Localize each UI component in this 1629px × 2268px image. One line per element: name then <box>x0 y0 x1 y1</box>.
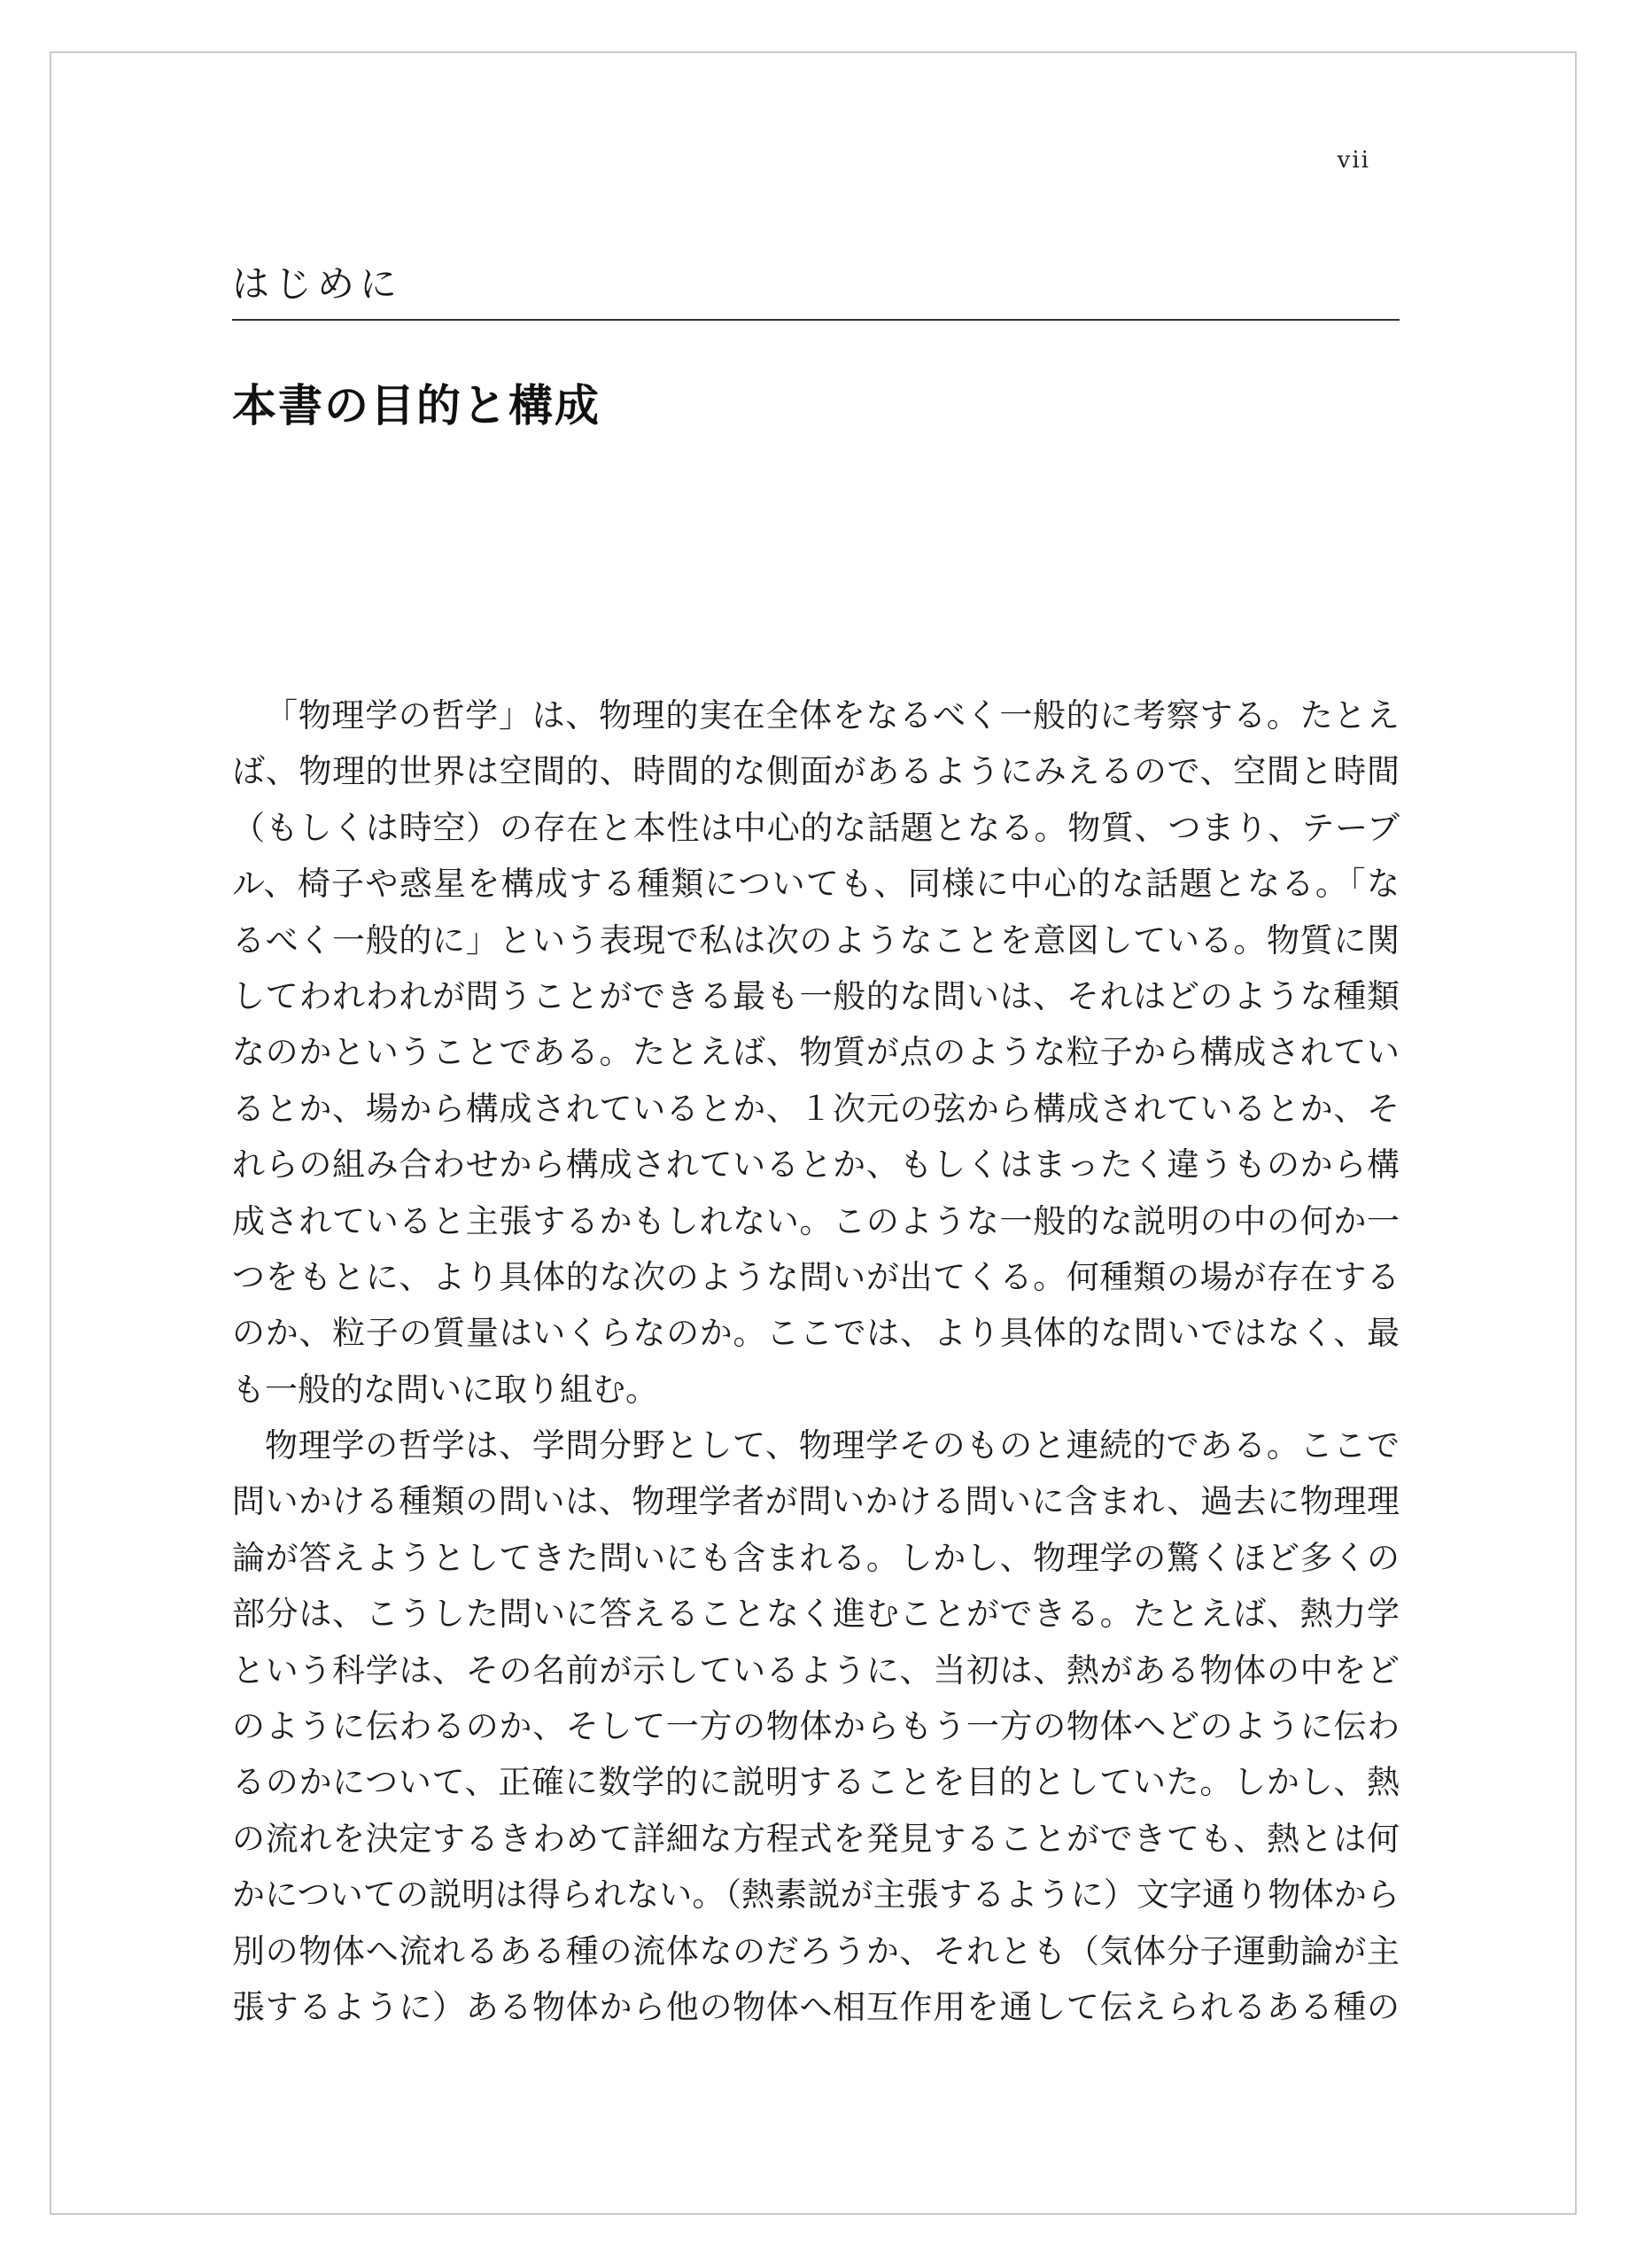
body-line: 別の物体へ流れるある種の流体なのだろうか、それとも（気体分子運動論が主 <box>232 1931 1400 1970</box>
body-line: 物理学の哲学は、学問分野として、物理学そのものと連続的である。ここで <box>265 1426 1400 1465</box>
page-number: vii <box>1337 147 1370 174</box>
body-line: （もしくは時空）の存在と本性は中心的な話題となる。物質、つまり、テーブ <box>232 808 1400 847</box>
body-line: 成されていると主張するかもしれない。このような一般的な説明の中の何か一 <box>232 1201 1400 1240</box>
body-line: のように伝わるのか、そして一方の物体からもう一方の物体へどのように伝わ <box>232 1707 1400 1746</box>
body-line: ば、物理的世界は空間的、時間的な側面があるようにみえるので、空間と時間 <box>232 752 1400 791</box>
body-line: のか、粒子の質量はいくらなのか。ここでは、より具体的な問いではなく、最 <box>232 1314 1400 1353</box>
body-line: 部分は、こうした問いに答えることなく進むことができる。たとえば、熱力学 <box>232 1595 1400 1634</box>
body-line: してわれわれが問うことができる最も一般的な問いは、それはどのような種類 <box>232 976 1400 1015</box>
body-line: なのかということである。たとえば、物質が点のような粒子から構成されてい <box>232 1033 1400 1072</box>
body-line: かについての説明は得られない。（熱素説が主張するように）文字通り物体から <box>232 1876 1400 1915</box>
section-title: 本書の目的と構成 <box>232 380 601 431</box>
body-line: の流れを決定するきわめて詳細な方程式を発見することができても、熱とは何 <box>232 1819 1400 1858</box>
body-line: も一般的な問いに取り組む。 <box>232 1370 658 1409</box>
body-line: れらの組み合わせから構成されているとか、もしくはまったく違うものから構 <box>232 1146 1400 1184</box>
body-line: ル、椅子や惑星を構成する種類についても、同様に中心的な話題となる。「な <box>232 865 1400 904</box>
chapter-title: はじめに <box>232 262 403 306</box>
body-line: るのかについて、正確に数学的に説明することを目的としていた。しかし、熱 <box>232 1763 1400 1802</box>
body-line: 張するように）ある物体から他の物体へ相互作用を通して伝えられるある種の <box>232 1987 1400 2026</box>
body-line: 問いかける種類の問いは、物理学者が問いかける問いに含まれ、過去に物理理 <box>232 1482 1400 1521</box>
chapter-header <box>232 253 1400 321</box>
body-line: 論が答えようとしてきた問いにも含まれる。しかし、物理学の驚くほど多くの <box>232 1538 1400 1577</box>
body-line: るとか、場から構成されているとか、１次元の弦から構成されているとか、そ <box>232 1089 1400 1128</box>
body-line: つをもとに、より具体的な次のような問いが出てくる。何種類の場が存在する <box>232 1257 1400 1296</box>
body-line: という科学は、その名前が示しているように、当初は、熱がある物体の中をど <box>232 1651 1400 1689</box>
body-text <box>232 687 1400 2035</box>
body-line: るべく一般的に」という表現で私は次のようなことを意図している。物質に関 <box>232 920 1400 959</box>
body-line: 「物理学の哲学」は、物理的実在全体をなるべく一般的に考察する。たとえ <box>265 696 1400 734</box>
